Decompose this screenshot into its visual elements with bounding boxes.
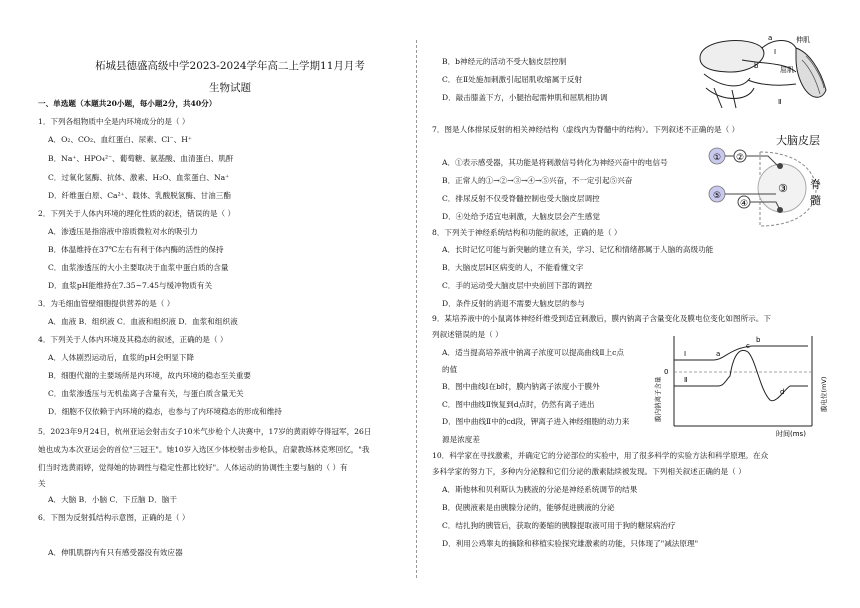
label-spinal-1: 脊: [810, 178, 821, 191]
label-n4: ④: [740, 199, 749, 209]
question-line: 7．图是人体排尿反射的相关神经结构（虚线内为脊髓中的结构）。下列叙述不正确的是（ ）: [432, 125, 740, 134]
option-line: D．血浆pH能维持在7.35~7.45与缓冲物质有关: [48, 281, 213, 290]
urination-reflex-figure: [706, 130, 830, 230]
option-line: C．在Ⅱ处施加刺激引起屈肌收缩属于反射: [442, 75, 583, 84]
label-spinal-2: 髓: [810, 194, 821, 207]
curve-II-label: Ⅱ: [684, 376, 688, 384]
option-line: A．人体剧烈运动后，血浆的pH会明显下降: [48, 353, 195, 362]
option-line: C．手的运动受大脑皮层中央前回下部的调控: [442, 281, 593, 290]
option-line: D．敲击膝盖下方，小腿抬起需伸肌和屈肌相协调: [442, 93, 608, 102]
question-line: 2．下列关于人体内环境的理化性质的叙述，错误的是（ ）: [38, 209, 236, 218]
curve-I-label: Ⅰ: [684, 350, 687, 358]
label-a: a: [768, 34, 773, 42]
exam-title: 柘城县德盛高级中学2023-2024学年高二上学期11月月考: [95, 60, 365, 72]
option-line: B．促胰液素是由胰腺分泌的，能够促进胰液的分泌: [442, 503, 615, 512]
option-line: D．细胞不仅依赖于内环境的稳态，也参与了内环境稳态的形成和维持: [48, 407, 282, 416]
option-line: A．适当提高培养液中钠离子浓度可以提高曲线Ⅱ上c点: [442, 348, 624, 357]
option-line: 源是浓度差: [442, 435, 480, 444]
option-line: A．长时记忆可能与新突触的建立有关，学习、记忆和情绪都属于人脑的高级功能: [442, 245, 714, 254]
x-axis-label: 时间(ms): [776, 430, 806, 438]
exam-subtitle: 生物试题: [209, 82, 251, 94]
option-line: A．血液 B．组织液 C．血液和组织液 D．血浆和组织液: [48, 317, 238, 326]
question-line: 3．为毛细血管壁细胞提供营养的是（ ）: [38, 299, 175, 308]
point-a: a: [716, 350, 721, 358]
option-line: A．伸肌肌群内有只有感受器没有效应器: [48, 548, 183, 557]
option-line: C．过氧化氢酶、抗体、激素、H₂O、血浆蛋白、Na⁺: [48, 173, 230, 182]
label-n1: ①: [713, 153, 722, 163]
column-divider: [416, 40, 417, 578]
option-line: A．O₂、CO₂、血红蛋白、尿素、Cl⁻、H⁺: [48, 135, 192, 144]
y-left-label: 膜内钠离子含量: [654, 376, 662, 422]
option-line: B．正常人的①→②→③→④→⑤兴奋，不一定引起⑤兴奋: [442, 176, 633, 185]
option-line: D．④处给予适宜电刺激，大脑皮层会产生感觉: [442, 212, 600, 221]
label-extensor: 伸肌: [796, 36, 810, 44]
label-n2: ②: [736, 153, 745, 163]
label-n3: ③: [778, 182, 788, 195]
question-line: 列叙述错误的是（ ）: [432, 330, 503, 339]
option-line: A．①表示感受器，其功能是将刺激信号转化为神经兴奋中的电信号: [442, 158, 668, 167]
question-line: 5．2023年9月24日，杭州亚运会射击女子10米气步枪个人决赛中，17岁的黄雨婷夺得冠军，26日: [38, 427, 372, 436]
option-line: A．大脑 B．小脑 C．下丘脑 D．脑干: [48, 495, 177, 504]
question-line: 她也成为本次亚运会的首位"三冠王"。她10岁入选区少体校射击步枪队，启蒙教练林克寒回忆，"我: [38, 445, 370, 454]
option-line: B．b神经元的活动不受大脑皮层控制: [442, 57, 567, 66]
option-line: D．纤维蛋白原、Ca²⁺、载体、乳酸脱氢酶、甘油三酯: [48, 191, 231, 200]
section-heading: 一、单选题（本题共20小题，每小题2分，共40分）: [38, 99, 217, 108]
question-line: 6．下图为反射弧结构示意图，正确的是（ ）: [38, 513, 190, 522]
option-line: C．血浆渗透压与无机盐离子含量有关，与蛋白质含量无关: [48, 389, 244, 398]
option-line: B．细胞代谢的主要场所是内环境，故内环境的稳态至关重要: [48, 371, 252, 380]
question-line: 多科学家的努力下，多种内分泌腺和它们分泌的激素陆续被发现。下列相关叙述正确的是（ ）: [432, 467, 746, 476]
option-line: C．图中曲线Ⅱ恢复到d点时，仍然有离子进出: [442, 400, 595, 409]
zero-label: 0: [664, 368, 669, 376]
question-line: 关: [38, 479, 46, 488]
point-d: d: [780, 388, 785, 396]
option-line: D．条件反射的消退不需要大脑皮层的参与: [442, 299, 585, 308]
option-line: B．Na⁺、HPO₄²⁻、葡萄糖、氨基酸、血清蛋白、肌酐: [48, 154, 234, 163]
question-line: 们当时选黄雨婷，觉得她的协调性与稳定性都比较好"。人体运动的协调性主要与脑的（ ）有: [38, 463, 348, 472]
label-II: Ⅱ: [778, 98, 782, 106]
option-line: 的值: [442, 365, 458, 374]
question-line: 1．下列各组物质中全是内环境成分的是（ ）: [38, 117, 190, 126]
option-line: B．体温维持在37℃左右有利于体内酶的活性的保持: [48, 245, 224, 254]
point-b: b: [756, 336, 761, 344]
option-line: A．渗透压是指溶液中溶质微粒对水的吸引力: [48, 227, 198, 236]
option-line: B．图中曲线Ⅰ在b时，膜内钠离子浓度小于膜外: [442, 382, 600, 391]
option-line: C．血浆渗透压的大小主要取决于血浆中蛋白质的含量: [48, 263, 229, 272]
option-line: D．图中曲线Ⅱ中的cd段，钾离子进入神经细胞的动力来: [442, 417, 630, 426]
reflex-arc-figure: [692, 28, 832, 110]
question-line: 10．科学家在寻找激素，并确定它的分泌部位的实验中，用了很多科学的实验方法和科学原理。在众: [432, 451, 769, 460]
question-line: 9．某培养液中的小鼠离体神经纤维受到适宜刺激后，膜内钠离子含量变化及膜电位变化如图所示。下: [432, 314, 771, 323]
option-line: D．利用公鸡睾丸的摘除和移植实验探究雄激素的功能，只体现了"减法原理": [442, 539, 699, 548]
option-line: A．斯他林和贝利斯认为胰液的分泌是神经系统调节的结果: [442, 485, 638, 494]
label-cortex: 大脑皮层: [776, 134, 820, 147]
option-line: B．大脑皮层H区病变的人，不能看懂文字: [442, 263, 584, 272]
label-I: Ⅰ: [774, 48, 777, 56]
option-line: C．结扎狗的胰管后，获取的萎缩的胰腺提取液可用于狗的糖尿病治疗: [442, 521, 676, 530]
question-line: 8．下列关于神经系统结构和功能的叙述，正确的是（ ）: [432, 228, 622, 237]
y-right-label: 膜电位(mV): [820, 376, 828, 412]
membrane-potential-figure: [652, 330, 828, 440]
question-line: 4．下列关于人体内环境及其稳态的叙述，正确的是（ ）: [38, 335, 228, 344]
label-n5: ⑤: [713, 191, 722, 201]
label-b: b: [754, 62, 759, 70]
option-line: C．排尿反射不仅受脊髓控制也受大脑皮层调控: [442, 194, 600, 203]
label-flexor: 屈肌: [780, 66, 794, 74]
point-c: c: [746, 342, 750, 350]
